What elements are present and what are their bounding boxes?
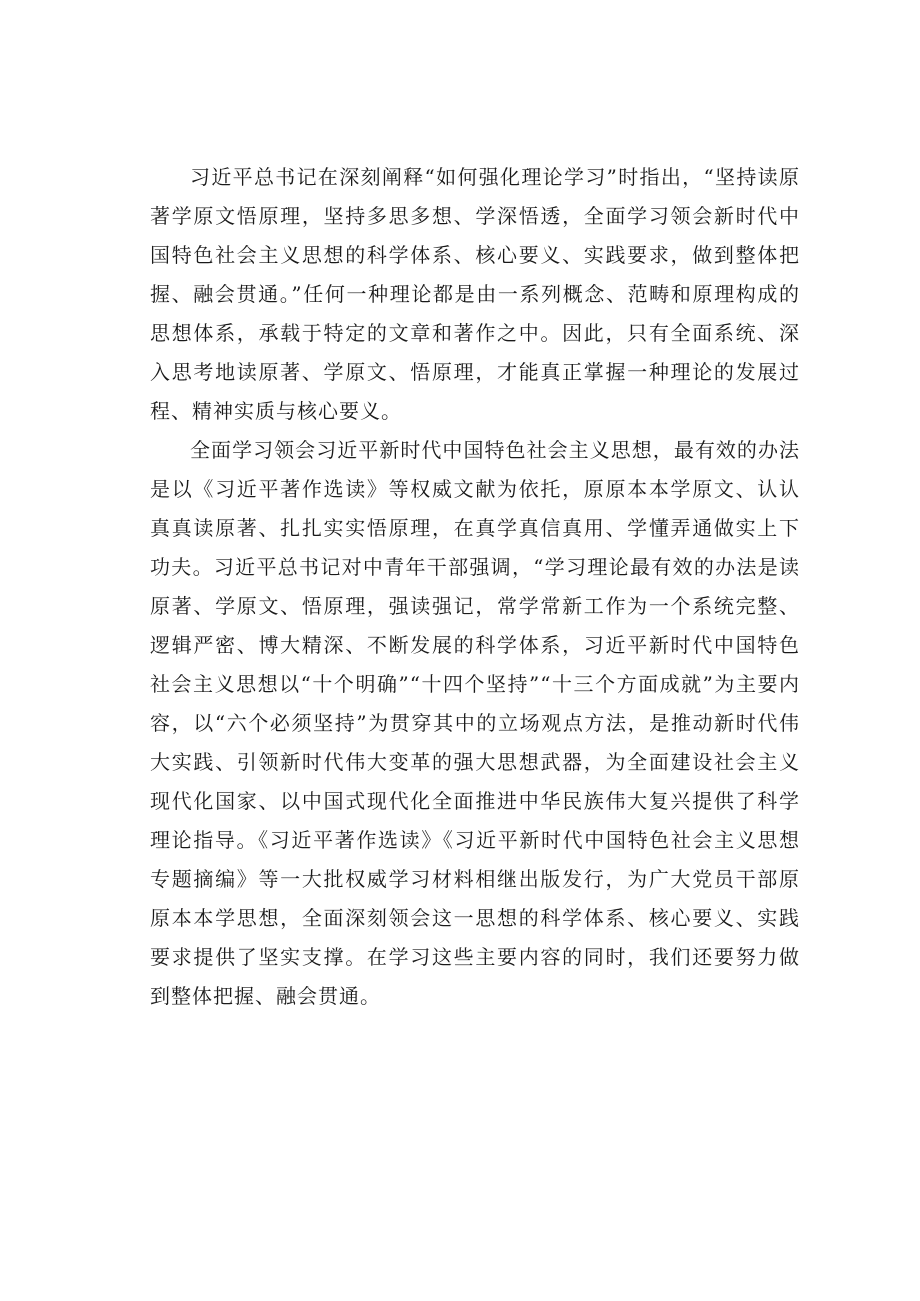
document-body xyxy=(150,158,800,1016)
paragraph-2: 全面学习领会习近平新时代中国特色社会主义思想，最有效的办法是以《习近平著作选读》等权威文献为依托，原原本本学原文、认认真真读原著、扎扎实实悟原理，在真学真信真用、学懂弄通做实上下功夫。习近平总书记对中青年干部强调，“学习理论最有效的办法是读原著、学原文、悟原理，强读强记，常学常新工作为一个系统完整、逻辑严密、博大精深、不断发展的科学体系，习近平新时代中国特色社会主义思想以“十个明确”“十四个坚持”“十三个方面成就”为主要内容，以“六个必须坚持”为贯穿其中的立场观点方法，是推动新时代伟大实践、引领新时代伟大变革的强大思想武器，为全面建设社会主义现代化国家、以中国式现代化全面推进中华民族伟大复兴提供了科学理论指导。《习近平著作选读》《习近平新时代中国特色社会主义思想专题摘编》等一大批权威学习材料相继出版发行，为广大党员干部原原本本学思想，全面深刻领会这一思想的科学体系、核心要义、实践要求提供了坚实支撑。在学习这些主要内容的同时，我们还要努力做到整体把握、融会贯通。 xyxy=(150,438,800,1008)
paragraph-1: 习近平总书记在深刻阐释“如何强化理论学习”时指出，“坚持读原著学原文悟原理，坚持多思多想、学深悟透，全面学习领会新时代中国特色社会主义思想的科学体系、核心要义、实践要求，做到整体把握、融会贯通。”任何一种理论都是由一系列概念、范畴和原理构成的思想体系，承载于特定的文章和著作之中。因此，只有全面系统、深入思考地读原著、学原文、悟原理，才能真正掌握一种理论的发展过程、精神实质与核心要义。 xyxy=(150,165,800,423)
